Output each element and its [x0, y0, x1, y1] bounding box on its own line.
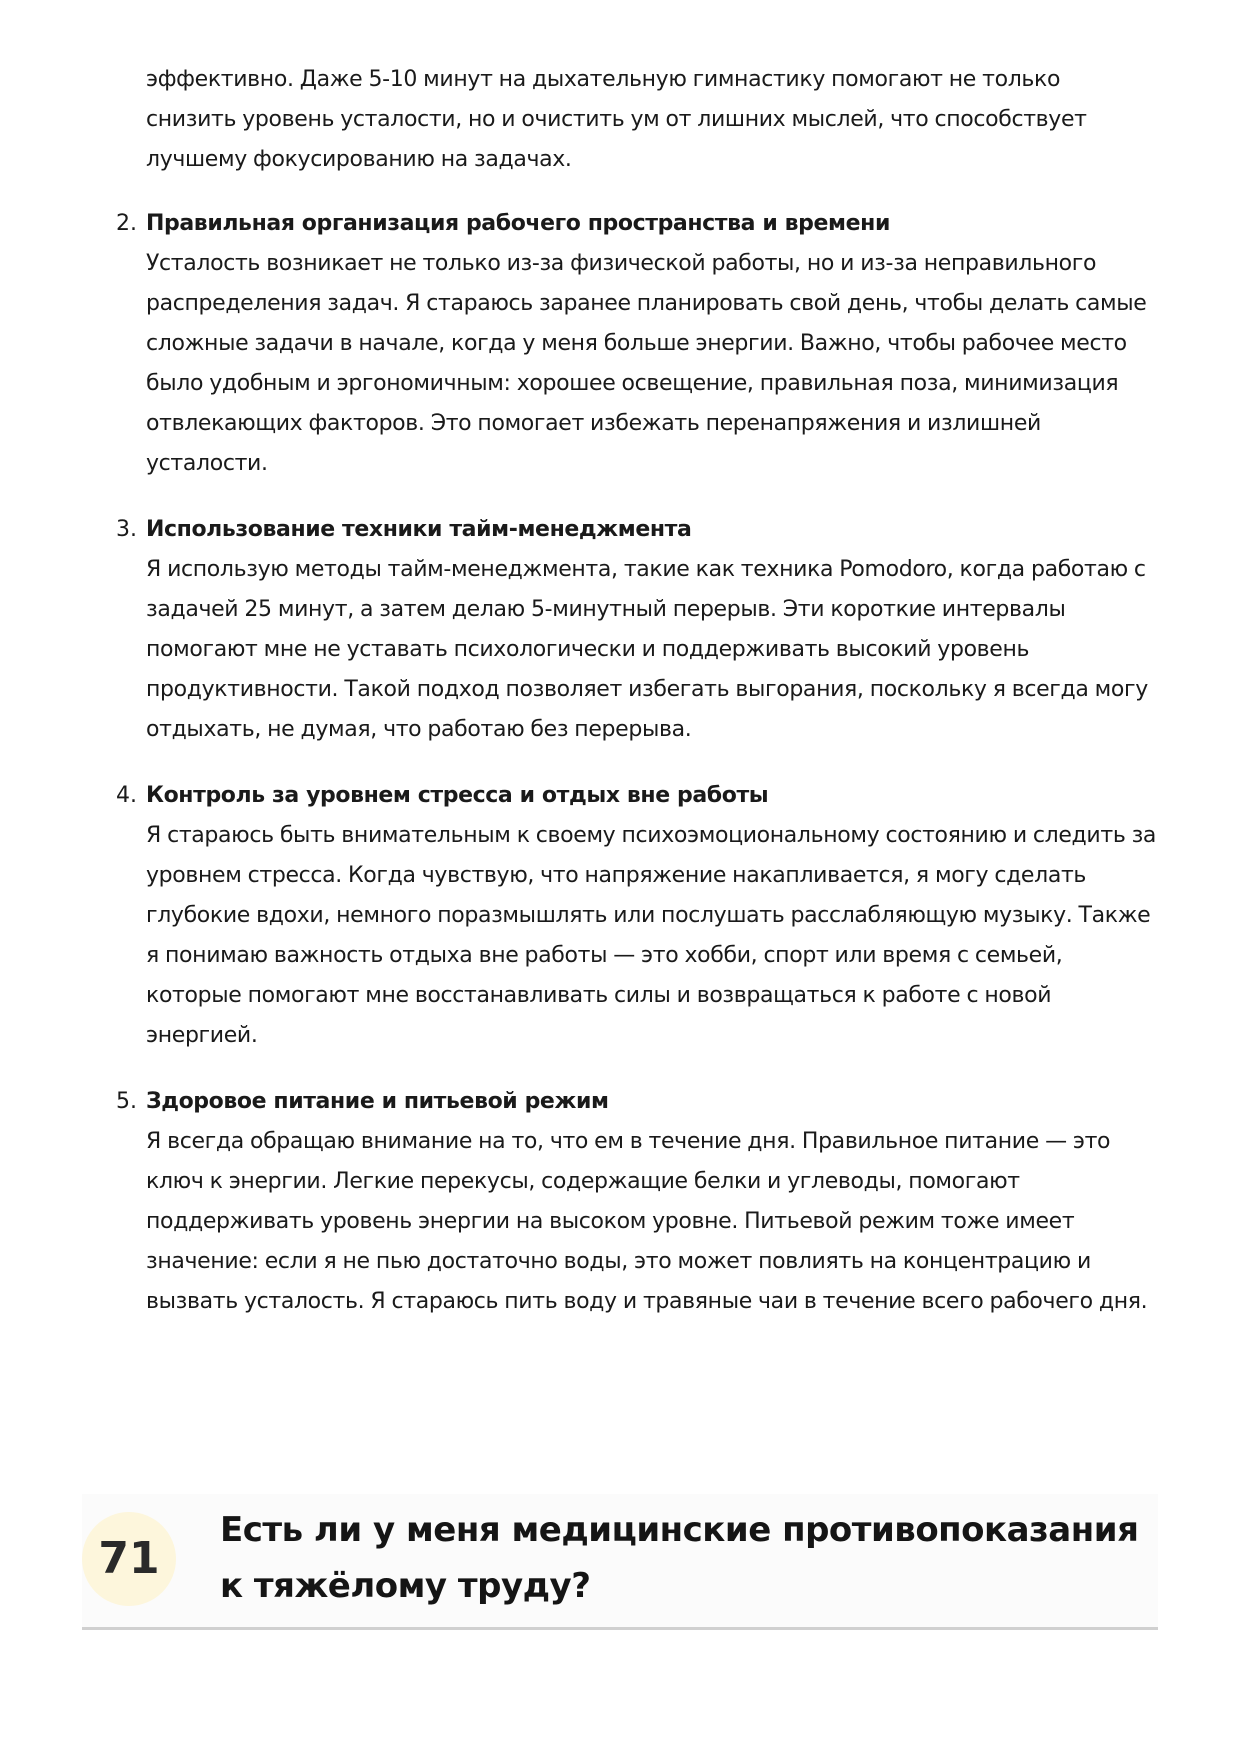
list-item-title: Здоровое питание и питьевой режим — [146, 1089, 609, 1114]
list-item-body: Я стараюсь быть внимательным к своему психоэмоциональному состоянию и следить за уровнем стресса. Когда чувствую, что напряжение накапливается, я могу сделать глубокие вдохи, немного поразмышлять или послушать расслабляющую музыку. Также я понимаю важность отдыха вне работы — это хобби, спорт или время с семьей, которые помогают мне восстанавливать силы и возвращаться к работе с новой энергией. — [146, 823, 1157, 1048]
list-item-body: Я всегда обращаю внимание на то, что ем в течение дня. Правильное питание — это ключ к энергии. Легкие перекусы, содержащие белки и углеводы, помогают поддерживать уровень энергии на высоком уровне. Питьевой режим тоже имеет значение: если я не пью достаточно воды, это может повлиять на концентрацию и вызвать усталость. Я стараюсь пить воду и травяные чаи в течение всего рабочего дня. — [146, 1129, 1148, 1314]
question-header — [82, 1494, 1158, 1630]
list-item-number: 2. — [116, 211, 137, 236]
list-item — [116, 776, 1162, 1056]
list-item-number: 3. — [116, 517, 137, 542]
list-item — [116, 510, 1162, 750]
list-item-title: Правильная организация рабочего пространства и времени — [146, 211, 890, 236]
list-item-body: Усталость возникает не только из-за физической работы, но и из-за неправильного распределения задач. Я стараюсь заранее планировать свой день, чтобы делать самые сложные задачи в начале, когда у меня больше энергии. Важно, чтобы рабочее место было удобным и эргономичным: хорошее освещение, правильная поза, минимизация отвлекающих факторов. Это помогает избежать перенапряжения и излишней усталости. — [146, 251, 1147, 476]
list-item-title: Использование техники тайм-менеджмента — [146, 517, 692, 542]
list-item-body: Я использую методы тайм-менеджмента, такие как техника Pomodoro, когда работаю с задачей 25 минут, а затем делаю 5-минутный перерыв. Эти короткие интервалы помогают мне не уставать психологически и поддерживать высокий уровень продуктивности. Такой подход позволяет избегать выгорания, поскольку я всегда могу отдыхать, не думая, что работаю без перерыва. — [146, 557, 1148, 742]
list-item — [116, 1082, 1162, 1322]
list-item-number: 5. — [116, 1089, 137, 1114]
list-item-title: Контроль за уровнем стресса и отдых вне работы — [146, 783, 769, 808]
intro-paragraph: эффективно. Даже 5-10 минут на дыхательную гимнастику помогают не только снизить уровень усталости, но и очистить ум от лишних мыслей, что способствует лучшему фокусированию на задачах. — [146, 67, 1087, 172]
question-title: Есть ли у меня медицинские противопоказания к тяжёлому труду? — [220, 1510, 1139, 1606]
list-item — [116, 204, 1162, 484]
answer-list — [116, 204, 1162, 1348]
list-item-number: 4. — [116, 783, 137, 808]
question-number-badge: 71 — [82, 1512, 176, 1606]
